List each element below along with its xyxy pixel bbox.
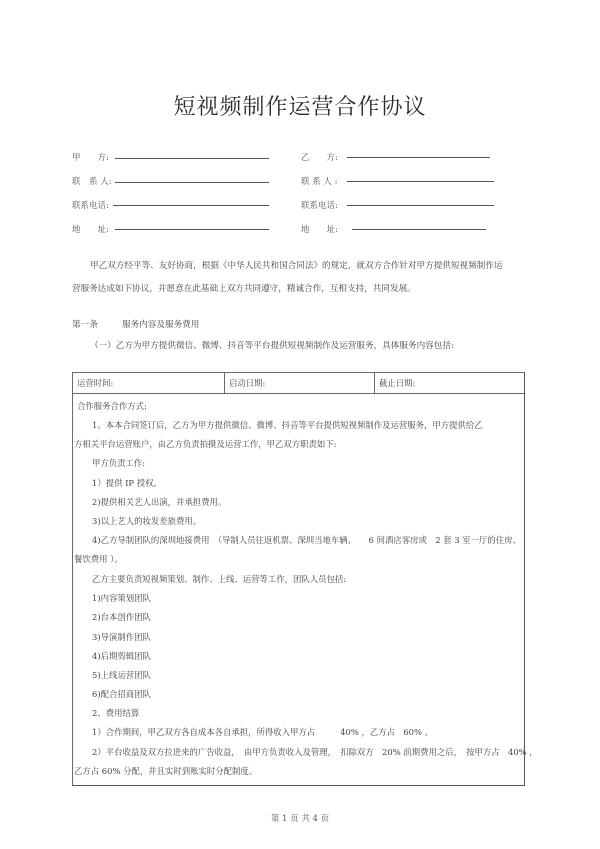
table-line: 6)配合招商团队: [92, 689, 151, 699]
party-a-phone-field[interactable]: [113, 205, 269, 206]
party-a-name-field[interactable]: [115, 158, 269, 159]
party-b-address-field[interactable]: [352, 229, 486, 230]
table-line: 2)台本创作团队: [92, 612, 151, 622]
party-a-contact-field[interactable]: [115, 182, 269, 183]
party-b-contact-label: 联 系 人 :: [301, 177, 338, 187]
party-a-phone-label: 联系电话:: [72, 201, 109, 211]
document-title: 短视频制作运营合作协议: [173, 95, 427, 120]
article-1-number: 第一条: [72, 320, 98, 330]
table-line: 1）提供 IP 授权。: [92, 478, 162, 488]
party-b-contact-field[interactable]: [347, 181, 494, 182]
party-b-name-field[interactable]: [347, 157, 490, 158]
party-b-phone-label: 联系电话:: [301, 201, 338, 211]
end-date-cell: 截止日期:: [374, 373, 526, 394]
table-line: 2）平台收益及双方拉进来的广告收益， 由甲方负责收入及管理， 扣除双方 20% 前期费用之后， 按甲方占 40% ，: [92, 747, 538, 757]
table-line: 2、费用结算: [92, 708, 140, 718]
party-a-address-field[interactable]: [115, 229, 269, 230]
table-line: 乙方主要负责短视频策划、制作、上线、运营等工作，团队人员包括:: [92, 574, 347, 584]
table-line: 方相关平台运营账户，由乙方负责拍摄及运营工作，甲乙双方职责如下:: [74, 439, 337, 449]
table-line: 1)内容策划团队: [92, 593, 151, 603]
table-line: 合作服务合作方式:: [77, 401, 147, 411]
table-line: 4)后期剪辑团队: [92, 651, 151, 661]
table-line: 3)以上艺人的妆发差旅费用。: [92, 516, 202, 526]
page-number: 第 1 页 共 4 页: [270, 814, 330, 824]
table-line: 1、本本合同签订后，乙方为甲方提供微信、微博、抖音等平台提供短视频制作及运营服务，甲方提供给乙: [92, 420, 483, 430]
party-a-name-label: 甲 方:: [72, 153, 109, 163]
table-line: 甲方负责工作:: [92, 458, 146, 468]
table-line: 5)上线运营团队: [92, 670, 151, 680]
party-a-contact-label: 联 系 人:: [72, 177, 112, 187]
article-1-title: 服务内容及服务费用: [122, 320, 200, 330]
table-line: 3)导演制作团队: [92, 632, 151, 642]
table-line: 1）合作期间，甲乙双方各自成本各自承担，所得收入甲方占 40% ，乙方占 60% 。: [92, 727, 434, 737]
article-1-intro: （一）乙方为甲方提供微信、微博、抖音等平台提供短视频制作及运营服务，具体服务内容包括:: [90, 341, 454, 351]
table-line: 2)提供相关艺人出演，并承担费用。: [92, 497, 227, 507]
operation-time-cell: 运营时间:: [77, 378, 114, 388]
table-line: 4)乙方导制团队的深圳地接费用 （导制人员往返机票、深圳当地车辆、 6 间酒店客房或 2 套 3 室一厅的住房、: [92, 535, 521, 545]
table-line: 餐饮费用 ）。: [74, 554, 123, 564]
party-b-address-label: 地 址:: [301, 225, 338, 235]
start-date-cell: 启动日期:: [224, 373, 374, 394]
party-a-address-label: 地 址:: [72, 225, 109, 235]
table-line: 乙方占 60% 分配，并且实时到账实时分配制度。: [74, 766, 258, 776]
table-header-row: [73, 373, 524, 394]
party-b-name-label: 乙 方:: [301, 153, 338, 163]
service-table: [72, 372, 538, 786]
preamble-line-2: 营服务达成如下协议，并愿意在此基础上双方共同遵守，精诚合作，互相支持，共同发展。: [72, 284, 416, 294]
preamble-line-1: 甲乙双方经平等、友好协商，根据《中华人民共和国合同法》的规定，就双方合作针对甲方提供短视频制作运: [90, 261, 503, 271]
party-b-phone-field[interactable]: [347, 205, 494, 206]
